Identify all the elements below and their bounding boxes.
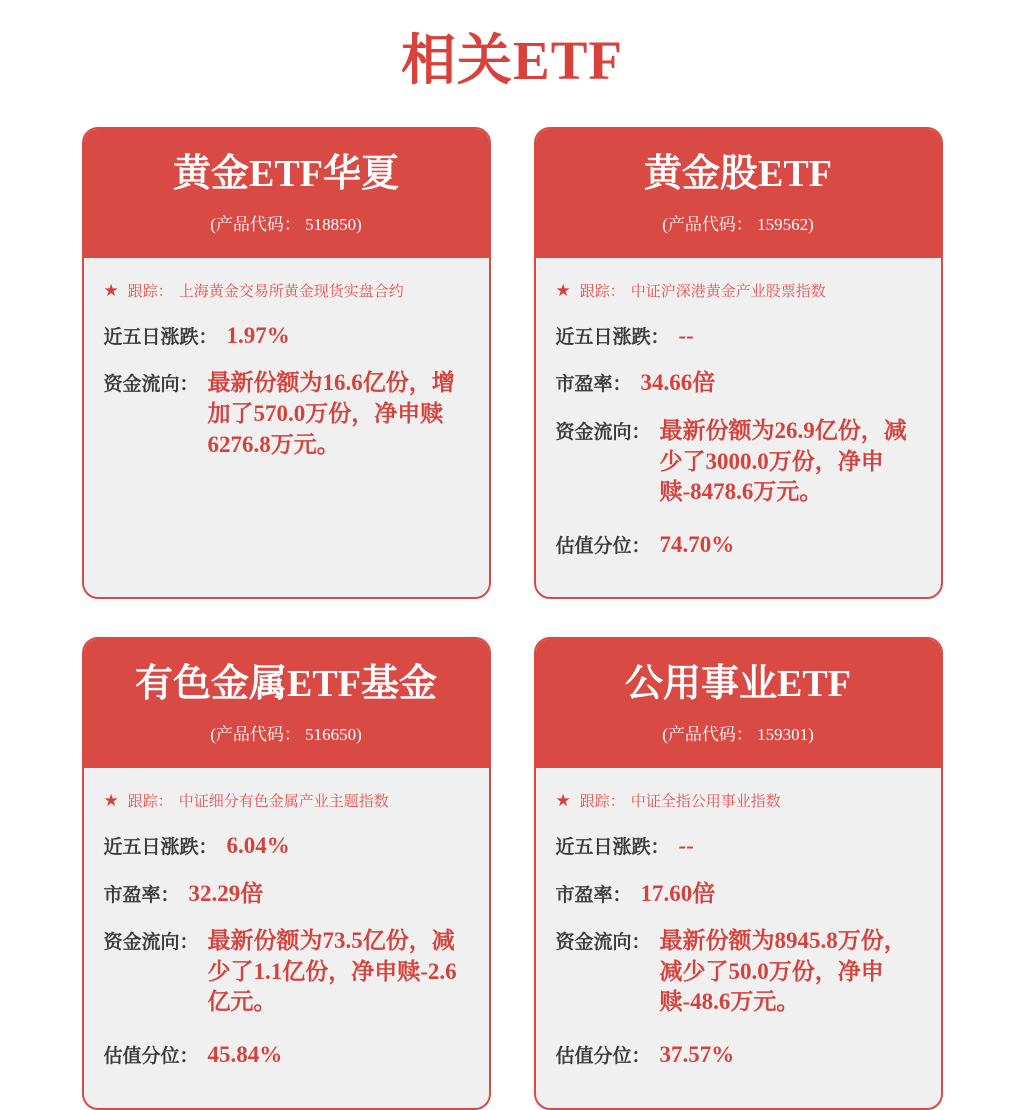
etf-product-code: (产品代码： 516650) <box>210 725 362 745</box>
track-index: 中证全指公用事业指数 <box>630 793 781 811</box>
etf-card-grid <box>82 127 943 1110</box>
five-day-label: 近五日涨跌： <box>555 326 670 348</box>
valuation-row <box>556 530 921 561</box>
valuation-value: 74.70% <box>659 531 735 557</box>
star-icon: ★ <box>555 280 571 300</box>
pe-row <box>556 368 921 399</box>
etf-name: 公用事业ETF <box>625 663 851 706</box>
five-day-label: 近五日涨跌： <box>103 837 218 859</box>
track-label: 跟踪： <box>579 793 625 811</box>
track-row <box>104 280 469 301</box>
flow-value: 最新份额为16.6亿份，增加了570.0万份，净申赎6276.8万元。 <box>207 370 455 457</box>
flow-value: 最新份额为26.9亿份，减少了3000.0万份，净申赎-8478.6万元。 <box>659 417 907 505</box>
etf-card-518850 <box>82 127 491 599</box>
track-row <box>556 280 921 301</box>
etf-name: 黄金ETF华夏 <box>173 153 399 195</box>
five-day-row <box>556 831 921 862</box>
card-header <box>536 129 941 258</box>
pe-label: 市盈率： <box>103 884 180 906</box>
valuation-row <box>104 1040 469 1071</box>
flow-row <box>104 368 469 460</box>
star-icon: ★ <box>103 791 119 811</box>
card-body <box>536 768 941 1107</box>
card-header <box>84 639 489 768</box>
track-index: 上海黄金交易所黄金现货实盘合约 <box>178 282 404 300</box>
pe-row <box>556 879 921 910</box>
card-header <box>536 639 941 768</box>
etf-card-159301 <box>534 637 943 1109</box>
pe-value: 17.60倍 <box>640 880 716 906</box>
flow-label: 资金流向： <box>555 932 651 954</box>
etf-name: 有色金属ETF基金 <box>135 663 437 706</box>
five-day-row <box>104 831 469 862</box>
page-title: 相关ETF <box>401 30 623 91</box>
card-body <box>84 768 489 1107</box>
track-label: 跟踪： <box>579 282 625 300</box>
five-day-value: 1.97% <box>226 322 290 348</box>
flow-value: 最新份额为8945.8万份，减少了50.0万份，净申赎-48.6万元。 <box>659 928 907 1015</box>
valuation-row <box>556 1040 921 1071</box>
pe-label: 市盈率： <box>555 374 632 396</box>
track-index: 中证细分有色金属产业主题指数 <box>178 793 389 811</box>
valuation-label: 估值分位： <box>555 535 651 557</box>
five-day-label: 近五日涨跌： <box>103 326 218 348</box>
etf-card-159562 <box>534 127 943 599</box>
etf-card-516650 <box>82 637 491 1109</box>
flow-row <box>556 926 921 1018</box>
flow-label: 资金流向： <box>555 421 651 443</box>
five-day-value: -- <box>678 322 694 348</box>
valuation-value: 45.84% <box>207 1041 283 1067</box>
track-row <box>556 790 921 811</box>
flow-row <box>556 416 921 508</box>
five-day-row <box>556 321 921 352</box>
flow-label: 资金流向： <box>103 374 199 396</box>
valuation-value: 37.57% <box>659 1041 735 1067</box>
flow-label: 资金流向： <box>103 932 199 954</box>
valuation-label: 估值分位： <box>555 1045 651 1067</box>
star-icon: ★ <box>103 280 119 300</box>
track-row <box>104 790 469 811</box>
five-day-value: -- <box>678 833 694 859</box>
card-body <box>536 258 941 597</box>
etf-name: 黄金股ETF <box>644 153 832 195</box>
pe-label: 市盈率： <box>555 884 632 906</box>
five-day-value: 6.04% <box>226 833 290 859</box>
track-label: 跟踪： <box>127 793 173 811</box>
flow-row <box>104 926 469 1018</box>
pe-value: 32.29倍 <box>188 880 264 906</box>
flow-value: 最新份额为73.5亿份，减少了1.1亿份，净申赎-2.6亿元。 <box>207 928 457 1015</box>
five-day-row <box>104 321 469 352</box>
valuation-label: 估值分位： <box>103 1045 199 1067</box>
pe-row <box>104 879 469 910</box>
star-icon: ★ <box>555 791 571 811</box>
card-body <box>84 258 489 502</box>
track-index: 中证沪深港黄金产业股票指数 <box>630 282 826 300</box>
five-day-label: 近五日涨跌： <box>555 837 670 859</box>
card-header <box>84 129 489 258</box>
etf-product-code: (产品代码： 159562) <box>662 214 814 234</box>
etf-product-code: (产品代码： 518850) <box>210 214 362 234</box>
pe-value: 34.66倍 <box>640 370 716 396</box>
track-label: 跟踪： <box>127 282 173 300</box>
etf-product-code: (产品代码： 159301) <box>662 725 814 745</box>
